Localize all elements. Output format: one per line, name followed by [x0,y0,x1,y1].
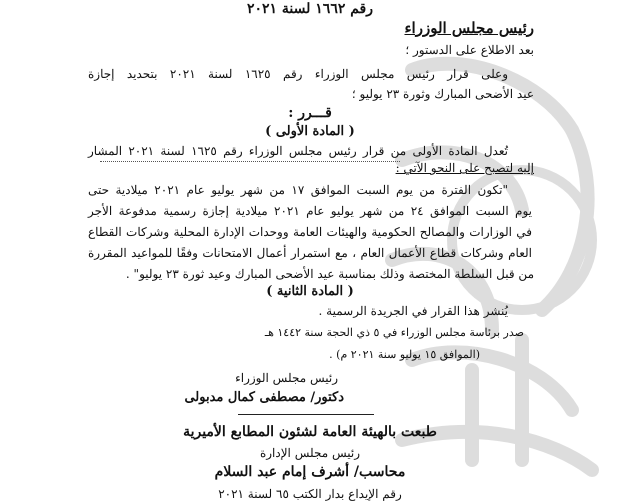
decree-issuer: رئيس مجلس الوزراء [404,19,534,37]
dotted-rule [100,161,400,162]
article-1-line-5: في الوزارات والمصالح الحكومية والهيئات العامة ووحدات الإدارة المحلية وشركات القطاع [88,225,532,239]
preamble-line-3: عيد الأضحى المبارك وثورة ٢٣ يوليو ؛ [351,87,534,101]
signer-name: دكتور/ مصطفى كمال مدبولى [184,390,344,405]
decree-number: رقم ١٦٦٢ لسنة ٢٠٢١ [246,1,374,17]
article-1-line-6: العام وشركات قطاع الأعمال العام ، مع استمرار أعمال الامتحانات وفقًا للمواعيد المقررة [88,246,532,260]
decided-heading: قـــرر : [288,105,332,121]
preamble-line-2: وعلى قرار رئيس مجلس الوزراء رقم ١٦٢٥ لسنة ٢٠٢١ بتحديد إجازة [88,67,508,81]
signer-title: رئيس مجلس الوزراء [235,371,338,385]
article-1-heading: ( المادة الأولى ) [265,124,355,139]
board-title: رئيس مجلس الإدارة [259,446,361,460]
issued-date-gregorian: (الموافق ١٥ يوليو سنة ٢٠٢١ م) . [329,348,480,361]
article-1-line-3: "تكون الفترة من يوم السبت الموافق ١٧ من شهر يوليو عام ٢٠٢١ ميلادية حتى [88,183,509,197]
article-2-heading: ( المادة الثانية ) [266,284,354,299]
issued-date-hijri: صدر برئاسة مجلس الوزراء في ٥ ذي الحجة سنة ١٤٤٢ هـ [264,326,524,339]
printer-name: طبعت بالهيئة العامة لشئون المطابع الأميرية [183,424,437,440]
article-1-line-1: تُعدل المادة الأولى من قرار رئيس مجلس الوزراء رقم ١٦٢٥ لسنة ٢٠٢١ المشار [88,144,508,158]
article-1-line-7: من قبل السلطة المختصة وذلك بمناسبة عيد الأضحى المبارك وعيد ثورة ٢٣ يوليو" . [125,267,534,281]
article-1-line-4: يوم السبت الموافق ٢٤ من شهر يوليو عام ٢٠٢١ ميلادية إجازة رسمية مدفوعة الأجر [88,204,533,218]
chairman-name: محاسب/ أشرف إمام عبد السلام [214,464,406,480]
divider [238,414,374,415]
article-2-text: يُنشر هذا القرار في الجريدة الرسمية . [318,304,508,318]
article-1-line-2: إليه لتصبح على النحو الآتي : [395,161,534,175]
preamble-line-1: بعد الاطلاع على الدستور ؛ [405,43,534,57]
deposit-number: رقم الإيداع بدار الكتب ٦٥ لسنة ٢٠٢١ [218,487,402,501]
